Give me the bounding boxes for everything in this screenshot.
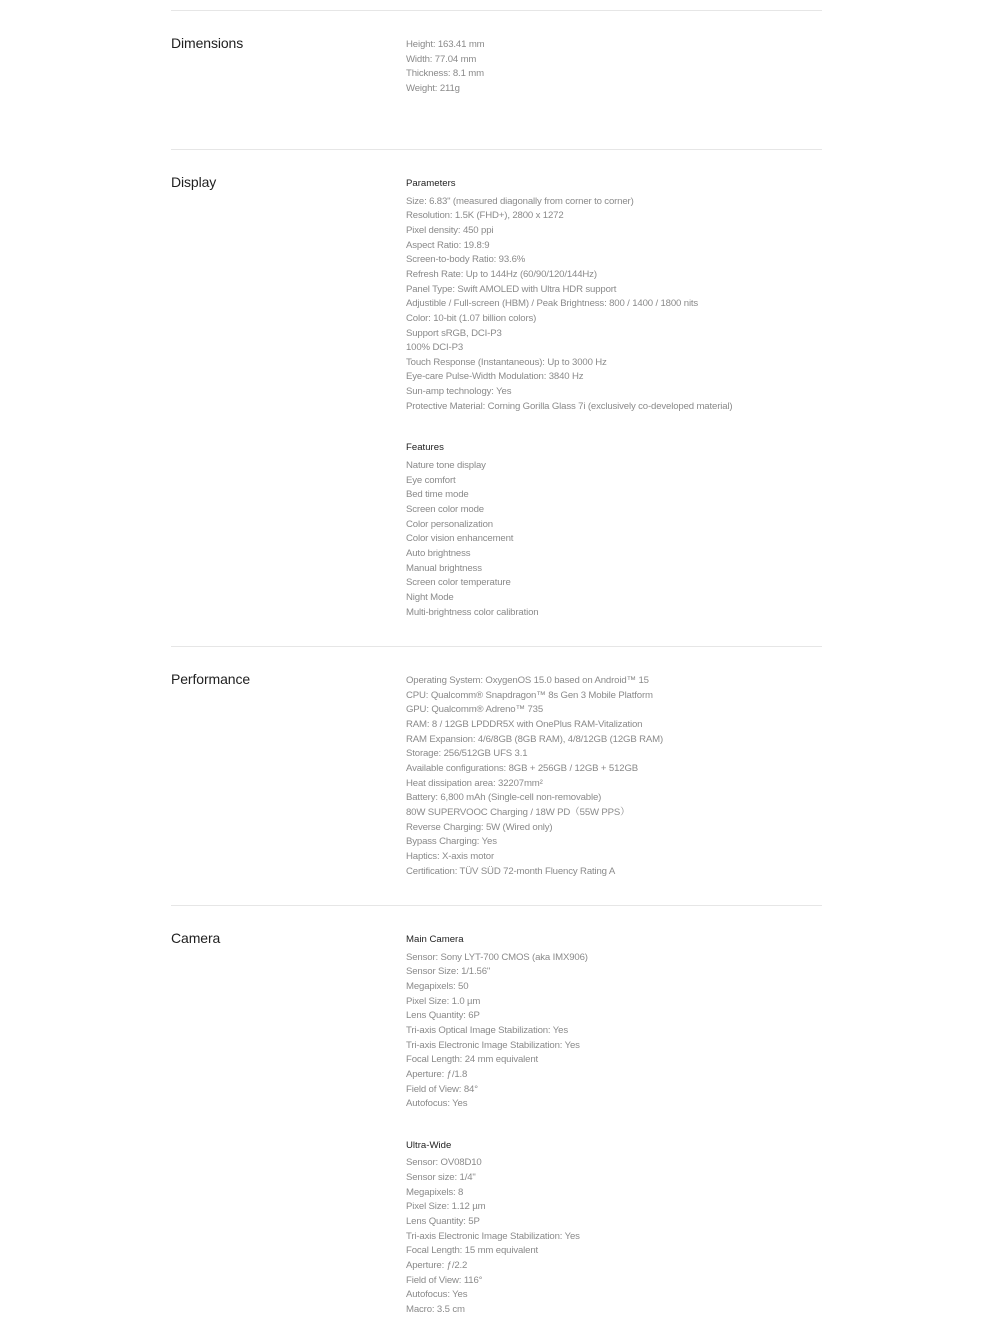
spec-line: Pixel Size: 1.12 µm bbox=[406, 1201, 486, 1213]
section-title-dimensions: Dimensions bbox=[171, 35, 244, 51]
spec-line: Tri-axis Electronic Image Stabilization: Yes bbox=[406, 1230, 580, 1242]
spec-line: Operating System: OxygenOS 15.0 based on Android™ 15 bbox=[406, 675, 649, 686]
spec-group-main-camera bbox=[406, 933, 822, 1112]
spec-line: Height: 163.41 mm bbox=[406, 39, 485, 50]
spec-line: Lens Quantity: 6P bbox=[406, 1010, 480, 1022]
spec-line: Pixel density: 450 ppi bbox=[406, 224, 494, 236]
spec-line: Nature tone display bbox=[406, 460, 486, 472]
performance-specs bbox=[406, 674, 822, 879]
section-divider bbox=[171, 10, 822, 11]
spec-line: Aperture: ƒ/2.2 bbox=[406, 1260, 468, 1271]
spec-line: Refresh Rate: Up to 144Hz (60/90/120/144Hz) bbox=[406, 268, 597, 280]
section-divider bbox=[171, 646, 822, 647]
spec-line: Eye-care Pulse-Width Modulation: 3840 Hz bbox=[406, 371, 584, 383]
display-specs bbox=[406, 177, 822, 620]
spec-line: Weight: 211g bbox=[406, 82, 460, 94]
spec-line: Auto brightness bbox=[406, 547, 471, 559]
dimensions-specs bbox=[406, 38, 822, 97]
spec-line: Sensor size: 1/4" bbox=[406, 1172, 476, 1184]
spec-group-title: Parameters bbox=[406, 178, 456, 189]
spec-line: Touch Response (Instantaneous): Up to 3000 Hz bbox=[406, 356, 607, 368]
spec-line: Tri-axis Optical Image Stabilization: Yes bbox=[406, 1024, 568, 1036]
spec-line: Field of View: 84° bbox=[406, 1083, 478, 1095]
spec-line: Sensor: OV08D10 bbox=[406, 1157, 482, 1169]
spec-line: Screen-to-body Ratio: 93.6% bbox=[406, 254, 526, 266]
spec-line: Bypass Charging: Yes bbox=[406, 836, 497, 848]
section-title-camera: Camera bbox=[171, 930, 221, 946]
spec-line: Field of View: 116° bbox=[406, 1274, 483, 1286]
spec-line: Megapixels: 50 bbox=[406, 980, 469, 992]
spec-line: Heat dissipation area: 32207mm² bbox=[406, 777, 543, 789]
spec-line: Night Mode bbox=[406, 591, 454, 603]
section-divider bbox=[171, 149, 822, 150]
spec-line: Screen color temperature bbox=[406, 577, 511, 589]
spec-line: Resolution: 1.5K (FHD+), 2800 x 1272 bbox=[406, 210, 564, 222]
spec-line: Aspect Ratio: 19.8:9 bbox=[406, 239, 490, 251]
spec-line: Multi-brightness color calibration bbox=[406, 606, 539, 618]
spec-line: Size: 6.83" (measured diagonally from corner to corner) bbox=[406, 195, 634, 207]
spec-line: Pixel Size: 1.0 µm bbox=[406, 995, 481, 1007]
spec-line: Bed time mode bbox=[406, 489, 469, 501]
spec-line: Focal Length: 24 mm equivalent bbox=[406, 1054, 539, 1066]
spec-line: 100% DCI-P3 bbox=[406, 342, 464, 354]
spec-group-title: Main Camera bbox=[406, 934, 464, 945]
spec-line: 80W SUPERVOOC Charging / 18W PD（55W PPS） bbox=[406, 806, 630, 818]
spec-line: Adjustible / Full-screen (HBM) / Peak Brightness: 800 / 1400 / 1800 nits bbox=[406, 298, 699, 310]
spec-line: Storage: 256/512GB UFS 3.1 bbox=[406, 748, 528, 760]
spec-line: Protective Material: Corning Gorilla Glass 7i (exclusively co-developed material) bbox=[406, 400, 733, 412]
spec-line: Available configurations: 8GB + 256GB / 12GB + 512GB bbox=[406, 762, 639, 774]
spec-line: Sensor: Sony LYT-700 CMOS (aka IMX906) bbox=[406, 951, 588, 963]
spec-list bbox=[406, 674, 822, 879]
spec-line: Sensor Size: 1/1.56" bbox=[406, 966, 491, 978]
spec-line: Focal Length: 15 mm equivalent bbox=[406, 1245, 539, 1257]
spec-group-parameters bbox=[406, 177, 822, 414]
spec-line: Autofocus: Yes bbox=[406, 1289, 468, 1301]
section-title-performance: Performance bbox=[171, 671, 251, 687]
spec-line: Macro: 3.5 cm bbox=[406, 1303, 465, 1315]
spec-line: Screen color mode bbox=[406, 504, 484, 515]
spec-group-title: Features bbox=[406, 442, 444, 454]
spec-line: Eye comfort bbox=[406, 474, 456, 486]
spec-line: Support sRGB, DCI-P3 bbox=[406, 327, 502, 339]
spec-line: GPU: Qualcomm® Adreno™ 735 bbox=[406, 704, 544, 716]
camera-specs bbox=[406, 933, 822, 1318]
spec-list bbox=[406, 195, 822, 415]
spec-group-title: Ultra-Wide bbox=[406, 1139, 452, 1151]
spec-line: Thickness: 8.1 mm bbox=[406, 68, 484, 80]
spec-line: Color personalization bbox=[406, 518, 493, 530]
spec-line: Width: 77.04 mm bbox=[406, 53, 477, 65]
section-title-display: Display bbox=[171, 174, 217, 190]
spec-line: Sun-amp technology: Yes bbox=[406, 386, 512, 398]
spec-line: CPU: Qualcomm® Snapdragon™ 8s Gen 3 Mobile Platform bbox=[406, 689, 653, 701]
spec-line: Reverse Charging: 5W (Wired only) bbox=[406, 821, 553, 833]
spec-line: Color vision enhancement bbox=[406, 533, 514, 545]
spec-list bbox=[406, 38, 822, 97]
spec-line: Megapixels: 8 bbox=[406, 1186, 464, 1198]
spec-line: RAM Expansion: 4/6/8GB (8GB RAM), 4/8/12GB (12GB RAM) bbox=[406, 733, 664, 745]
spec-list bbox=[406, 459, 822, 620]
section-divider bbox=[171, 905, 822, 906]
spec-line: Battery: 6,800 mAh (Single-cell non-removable) bbox=[406, 792, 602, 804]
spec-line: Panel Type: Swift AMOLED with Ultra HDR support bbox=[406, 283, 617, 295]
spec-line: Certification: TÜV SÜD 72-month Fluency Rating A bbox=[406, 865, 616, 877]
spec-list bbox=[406, 1156, 822, 1317]
spec-line: Color: 10-bit (1.07 billion colors) bbox=[406, 312, 537, 324]
spec-line: Manual brightness bbox=[406, 562, 482, 574]
spec-line: Aperture: ƒ/1.8 bbox=[406, 1068, 468, 1080]
spec-line: RAM: 8 / 12GB LPDDR5X with OnePlus RAM-Vitalization bbox=[406, 718, 643, 730]
spec-group-features bbox=[406, 441, 822, 620]
spec-list bbox=[406, 951, 822, 1112]
spec-line: Haptics: X-axis motor bbox=[406, 850, 495, 862]
spec-line: Autofocus: Yes bbox=[406, 1098, 468, 1110]
spec-line: Tri-axis Electronic Image Stabilization: Yes bbox=[406, 1039, 580, 1051]
spec-line: Lens Quantity: 5P bbox=[406, 1216, 480, 1228]
spec-group-ultra-wide bbox=[406, 1139, 822, 1318]
